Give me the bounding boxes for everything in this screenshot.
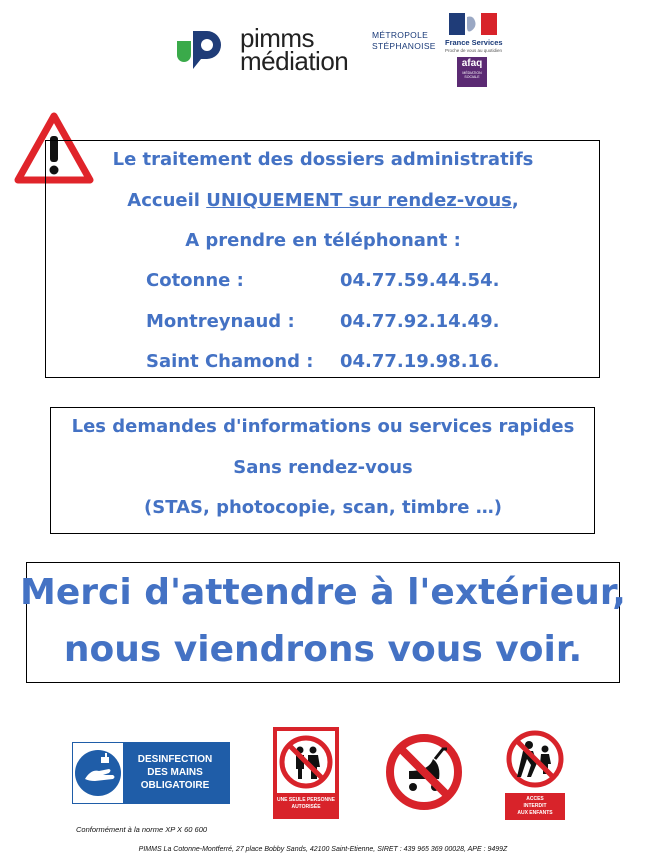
contact-label-montreynaud: Montreynaud :: [146, 311, 295, 332]
children-line3: AUX ENFANTS: [517, 810, 553, 816]
contact-phone-montreynaud: 04.77.92.14.49.: [340, 311, 500, 332]
appointment-line2-suffix: ,: [511, 190, 519, 211]
disinfection-line3: OBLIGATOIRE: [140, 780, 210, 791]
disinfection-sign-icon-area: [73, 743, 123, 803]
pimms-logo-icon: [175, 27, 227, 71]
walkin-line1: Les demandes d'informations ou services rapides: [71, 416, 575, 437]
no-children-text: [505, 793, 565, 820]
disinfection-sign: [72, 742, 230, 804]
one-person-line1: UNE SEULE PERSONNE: [276, 797, 336, 803]
one-person-text: [273, 797, 339, 811]
contact-phone-cotonne: 04.77.59.44.54.: [340, 270, 500, 291]
appointment-line3: A prendre en téléphonant :: [185, 230, 461, 251]
brand-name: [240, 23, 349, 76]
appointment-line2-prefix: Accueil: [127, 190, 207, 211]
norm-text: Conformément à la norme XP X 60 600: [76, 825, 208, 834]
no-children-sign: [505, 727, 565, 820]
hand-wash-icon: [73, 743, 123, 803]
footer-address: PIMMS La Cotonne-Montferré, 27 place Bobby Sands, 42100 Saint-Etienne, SIRET : 439 965 369 00028, APE : 9499Z: [138, 846, 508, 853]
no-stroller-icon: [385, 733, 463, 811]
metro-line1: MÉTROPOLE: [372, 30, 429, 40]
contact-label-saint-chamond: Saint Chamond :: [146, 351, 314, 372]
walkin-line3: (STAS, photocopie, scan, timbre …): [144, 497, 502, 518]
disinfection-text: [125, 753, 225, 792]
metropole-label: [372, 30, 436, 52]
contact-label-cotonne: Cotonne :: [146, 270, 244, 291]
walkin-line2: Sans rendez-vous: [233, 457, 413, 478]
one-person-sign: [273, 727, 339, 819]
afaq-label: afaq: [461, 58, 483, 69]
one-person-sign-panel: [277, 731, 335, 793]
disinfection-line2: DES MAINS: [147, 767, 203, 778]
appointment-line2-underlined: UNIQUEMENT sur rendez-vous: [206, 190, 512, 211]
no-two-people-icon: [277, 731, 335, 793]
afaq-sub: MÉDIATION SOCIALE: [462, 71, 482, 79]
notice-line2: nous viendrons vous voir.: [63, 629, 583, 670]
metro-line2: STÉPHANOISE: [372, 41, 436, 51]
brand-line1: pimms: [240, 23, 315, 53]
brand-line2: médiation: [240, 46, 349, 76]
appointment-box: [45, 140, 600, 378]
children-line2: INTERDIT: [523, 803, 547, 809]
one-person-line2: AUTORISÉE: [291, 804, 321, 810]
appointment-line2: [0, 190, 646, 211]
afaq-badge: [457, 57, 487, 87]
no-children-icon: [505, 727, 565, 791]
france-services-label: France Services: [445, 38, 503, 47]
appointment-line1: Le traitement des dossiers administratifs: [112, 149, 534, 170]
disinfection-line1: DESINFECTION: [137, 754, 213, 765]
children-line1: ACCES: [526, 796, 544, 802]
contact-phone-saint-chamond: 04.77.19.98.16.: [340, 351, 500, 372]
notice-line1: Merci d'attendre à l'extérieur,: [20, 572, 626, 613]
marianne-flag-icon: [447, 13, 499, 53]
france-services-tagline: Proche de vous au quotidien: [445, 48, 503, 53]
